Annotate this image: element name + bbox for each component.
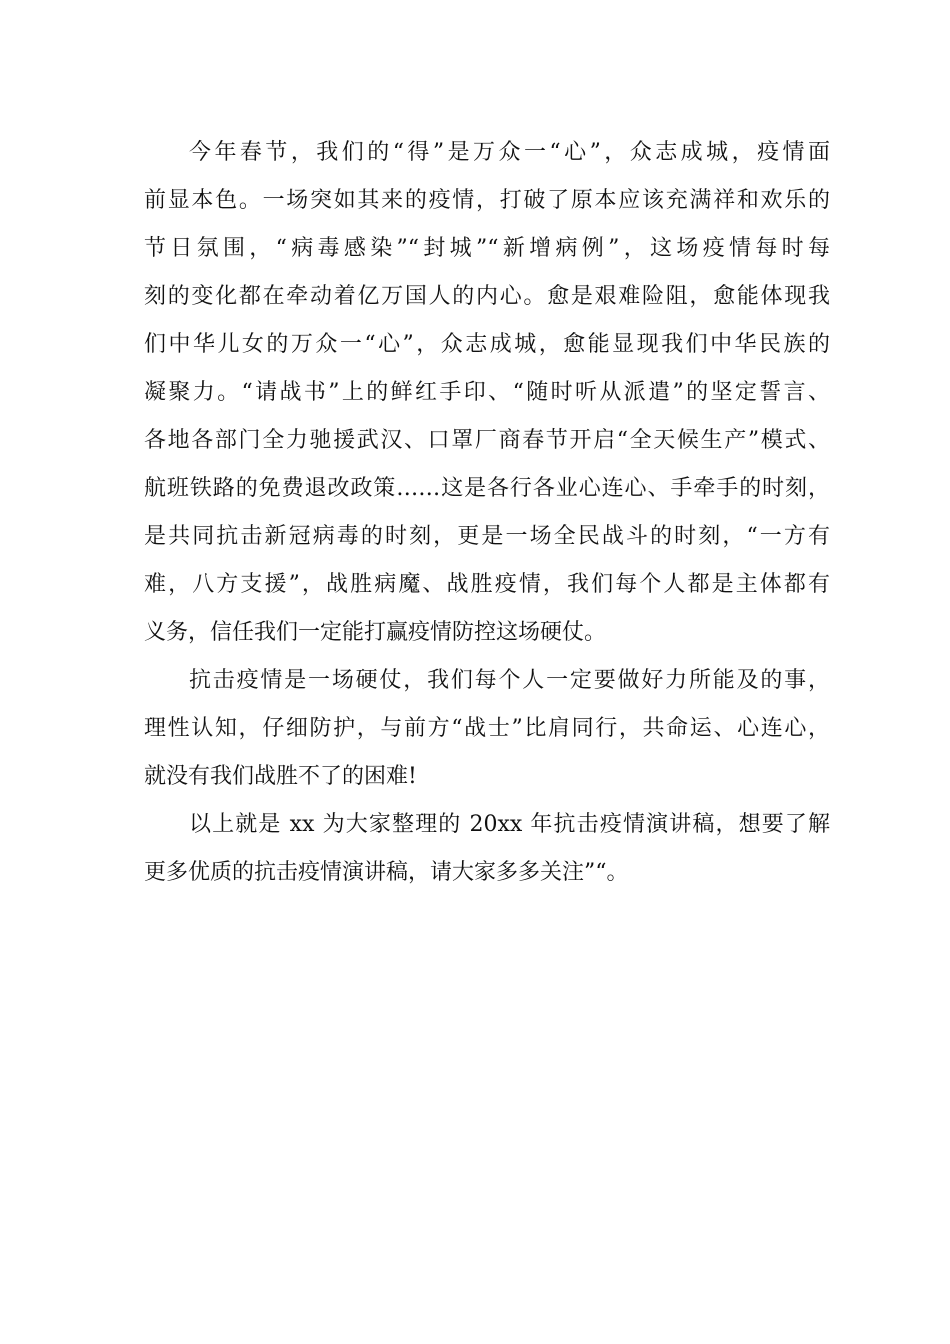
text-line: 刻的变化都在牵动着亿万国人的内心。愈是艰难险阻，愈能体现我 [144,284,830,309]
text-line: 节日氛围，“病毒感染”“封城”“新增病例”，这场疫情每时每 [144,236,830,261]
text-line: 更多优质的抗击疫情演讲稿，请大家多多关注”“。 [144,860,629,885]
document-body [144,129,830,897]
text-line: 前显本色。一场突如其来的疫情，打破了原本应该充满祥和欢乐的 [144,188,830,213]
text-line: 凝聚力。“请战书”上的鲜红手印、“随时听从派遣”的坚定誓言、 [144,380,830,405]
text-line: 就没有我们战胜不了的困难! [144,764,417,789]
text-line: 今年春节，我们的“得”是万众一“心”，众志成城，疫情面 [189,140,830,165]
text-line: 难，八方支援”，战胜病魔、战胜疫情，我们每个人都是主体都有 [144,572,830,597]
text-line: 抗击疫情是一场硬仗，我们每个人一定要做好力所能及的事， [189,668,830,693]
paragraph-2 [144,657,830,801]
text-line: 各地各部门全力驰援武汉、口罩厂商春节开启“全天候生产”模式、 [144,428,830,453]
text-line: 们中华儿女的万众一“心”，众志成城，愈能显现我们中华民族的 [144,332,830,357]
text-line: 以上就是 xx 为大家整理的 20xx 年抗击疫情演讲稿，想要了解 [189,812,830,837]
paragraph-1 [144,129,830,657]
text-line: 理性认知，仔细防护，与前方“战士”比肩同行，共命运、心连心， [144,716,830,741]
paragraph-3 [144,801,830,897]
text-line: 义务，信任我们一定能打赢疫情防控这场硬仗。 [144,620,607,645]
text-line: 是共同抗击新冠病毒的时刻，更是一场全民战斗的时刻，“一方有 [144,524,830,549]
text-line: 航班铁路的免费退改政策……这是各行各业心连心、手牵手的时刻， [144,476,830,501]
